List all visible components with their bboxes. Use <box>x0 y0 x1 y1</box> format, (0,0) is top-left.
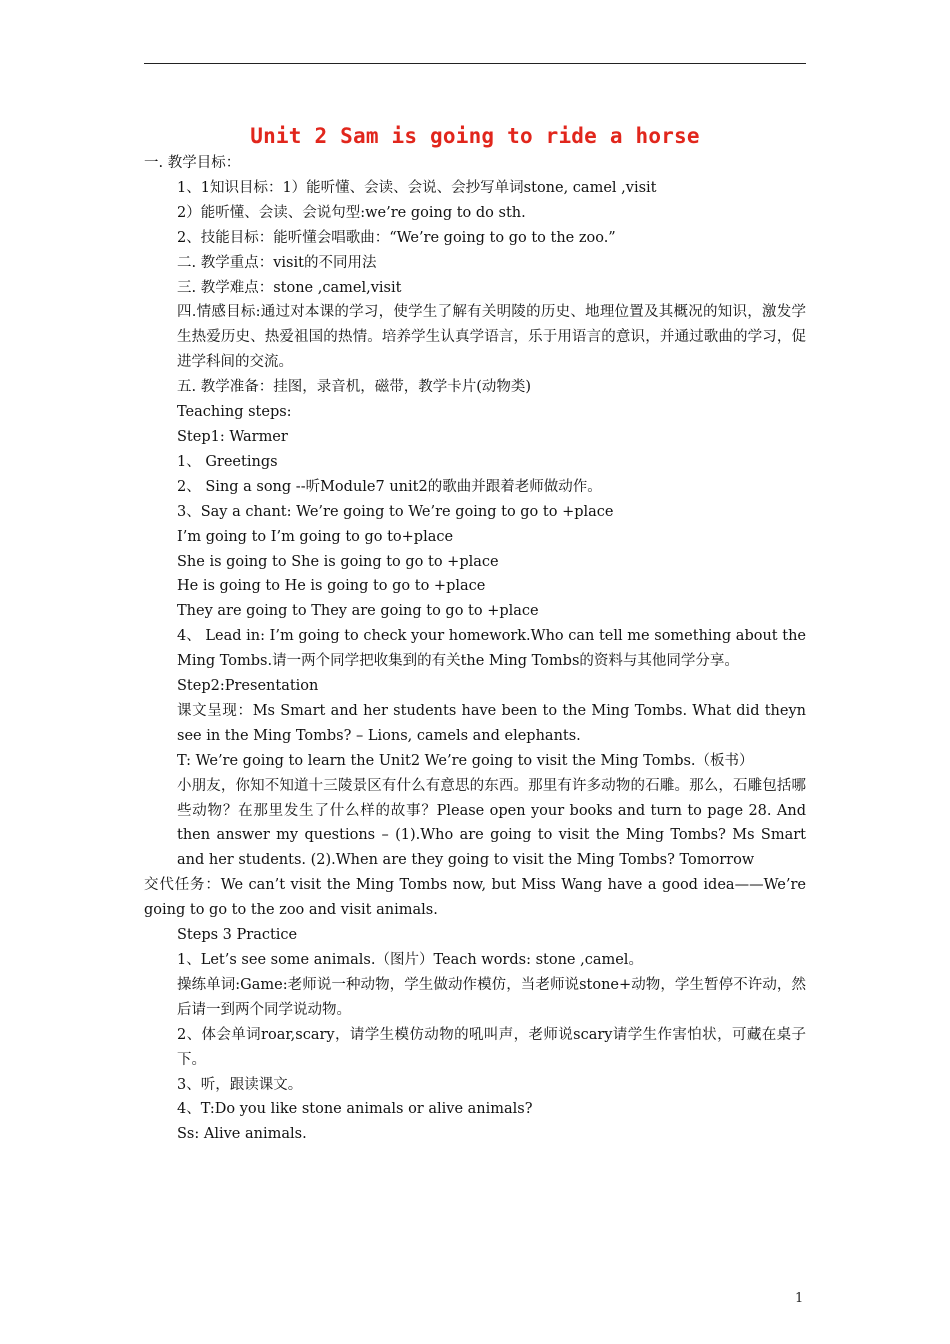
task-paragraph: 交代任务：We can’t visit the Ming Tombs now, but Miss Wang have a good idea——We’re going to go to the zoo and visit animals. <box>144 877 806 919</box>
step3-word-game: 操练单词:Game:老师说一种动物，学生做动作模仿，当老师说stone+动物，学生暂停不许动，然后请一到两个同学说动物。 <box>177 976 806 1018</box>
teacher-intro-paragraph: T: We’re going to learn the Unit2 We’re going to visit the Ming Tombs.（板书） <box>177 752 754 769</box>
teaching-steps-heading: Teaching steps: <box>177 404 292 421</box>
chant-line-he: He is going to He is going to go to +place <box>177 578 486 595</box>
text-presentation-paragraph: 课文呈现：Ms Smart and her students have been to the Ming Tombs. What did theyn see in the Ming Tombs? – Lions, camels and elephants. <box>177 702 806 744</box>
step3-item-answer: Ss: Alive animals. <box>177 1126 307 1143</box>
chant-line-she: She is going to She is going to go to +place <box>177 553 499 570</box>
step1-item-lead-in: 4、 Lead in: I’m going to check your homework.Who can tell me something about the Ming Tombs.请一两个同学把收集到的有关the Ming Tombs的资料与其他同学分享。 <box>177 628 806 670</box>
skill-goal: 2、技能目标：能听懂会唱歌曲：“We’re going to go to the zoo.” <box>177 229 616 246</box>
section-objectives-heading: 一. 教学目标： <box>144 155 241 171</box>
chant-line-they: They are going to They are going to go to +place <box>177 603 539 620</box>
teaching-preparation: 五. 教学准备：挂图，录音机，磁带，教学卡片(动物类) <box>177 379 532 396</box>
key-point: 二. 教学重点：visit的不同用法 <box>177 254 377 271</box>
step3-item-roar-scary: 2、体会单词roar,scary，请学生模仿动物的吼叫声，老师说scary请学生作害怕状，可藏在桌子下。 <box>177 1026 806 1068</box>
knowledge-goal-2: 2）能听懂、会读、会说句型:we’re going to do sth. <box>177 204 526 221</box>
difficult-point: 三. 教学难点：stone ,camel,visit <box>177 279 402 296</box>
page-number: 1 <box>795 1291 804 1306</box>
step1-item-chant: 3、Say a chant: We’re going to We’re going to go to +place <box>177 503 614 520</box>
chant-line-i: I’m going to I’m going to go to+place <box>177 528 454 545</box>
step1-item-song: 2、 Sing a song --听Module7 unit2的歌曲并跟着老师做动作。 <box>177 478 602 495</box>
step1-heading: Step1: Warmer <box>177 428 288 445</box>
knowledge-goal-1: 1、1知识目标：1）能听懂、会读、会说、会抄写单词stone, camel ,visit <box>177 179 657 196</box>
step2-heading: Step2:Presentation <box>177 678 319 695</box>
questions-paragraph: 小朋友，你知不知道十三陵景区有什么有意思的东西。那里有许多动物的石雕。那么，石雕包括哪些动物？在那里发生了什么样的故事？Please open your books and turn to page 28. And then answer my questions – (1).Who are going to visit the Ming Tombs? Ms Smart and her students. (2).When are they going to visit the Ming Tombs? Tomorrow <box>177 777 806 869</box>
document-title: Unit 2 Sam is going to ride a horse <box>250 124 700 148</box>
step3-item-see-animals: 1、Let’s see some animals.（图片）Teach words: stone ,camel。 <box>177 952 643 968</box>
header-rule <box>144 63 806 64</box>
step3-item-listen: 3、听，跟读课文。 <box>177 1076 303 1093</box>
step1-item-greetings: 1、 Greetings <box>177 453 278 470</box>
emotional-goal-paragraph: 四.情感目标:通过对本课的学习，使学生了解有关明陵的历史、地理位置及其概况的知识，激发学生热爱历史、热爱祖国的热情。培养学生认真学语言，乐于用语言的意识，并通过歌曲的学习，促进学科间的交流。 <box>177 304 806 371</box>
step3-item-question: 4、T:Do you like stone animals or alive animals? <box>177 1101 533 1118</box>
document-body <box>144 151 806 1147</box>
step3-heading: Steps 3 Practice <box>177 927 298 944</box>
